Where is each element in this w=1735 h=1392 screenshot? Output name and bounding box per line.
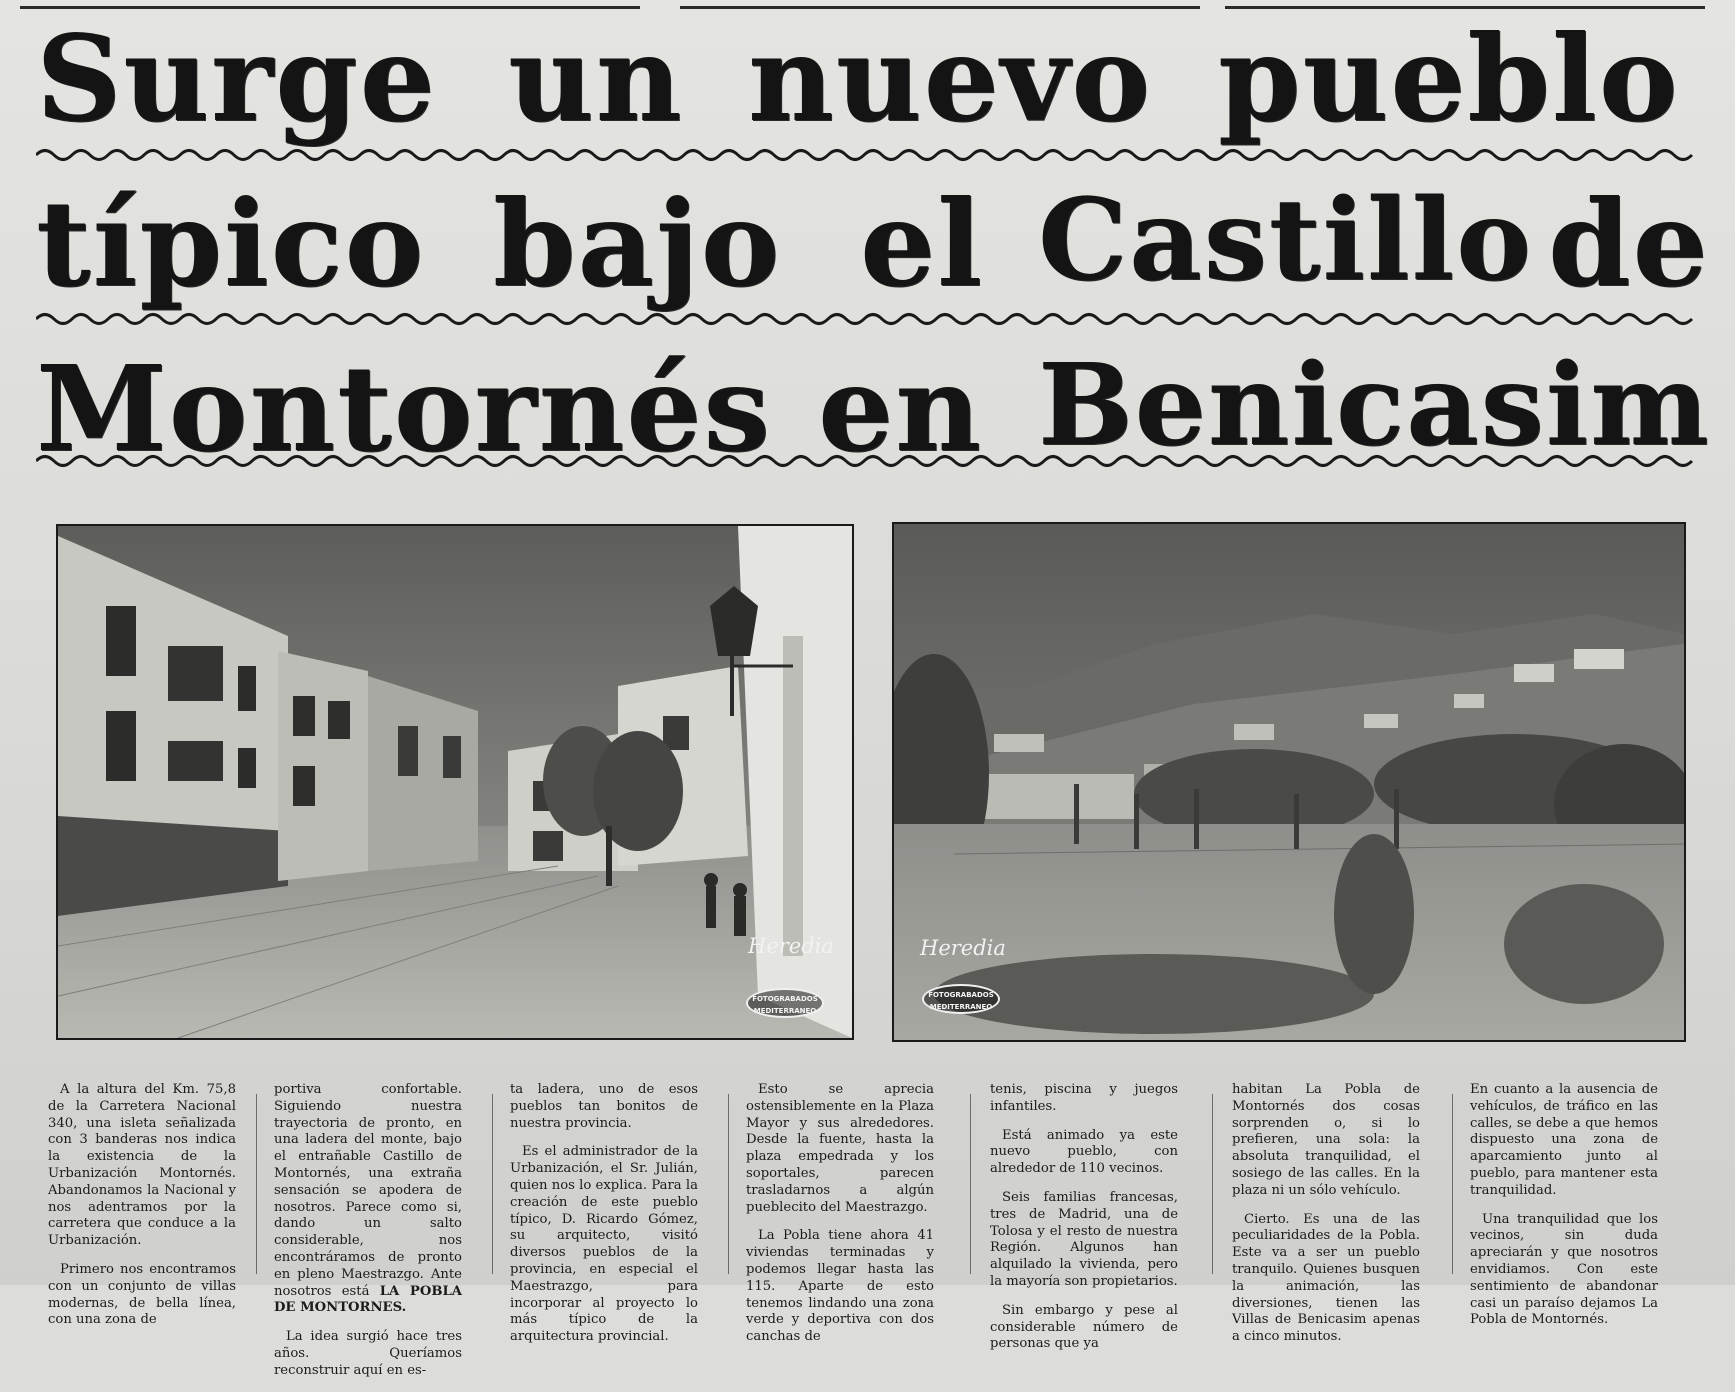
article-paragraph: Sin embargo y pese al considerable número de personas que ya — [990, 1302, 1178, 1352]
article-paragraph: ta ladera, uno de esos pueblos tan bonitos de nuestra provincia. — [510, 1082, 698, 1131]
article-paragraph — [274, 1082, 462, 1317]
headline-word: nuevo — [748, 9, 1152, 148]
headline-word: Benicasim — [1038, 340, 1711, 471]
wavy-divider — [36, 452, 1698, 470]
article-paragraph: Cierto. Es una de las peculiaridades de la Pobla. Este va a ser un pueblo tranquilo. Quienes busquen la animación, las diversiones, tienen las Villas de Benicasim apenas a cinco minutos. — [1232, 1211, 1420, 1345]
column-divider — [256, 1094, 257, 1274]
article-column-7 — [1470, 1082, 1658, 1341]
headline-word: un — [508, 9, 684, 148]
stamp-top-text: FOTOGRABADOS — [752, 995, 818, 1003]
article-paragraph: Primero nos encontramos con un conjunto de villas modernas, de bella línea, con una zona de — [48, 1261, 236, 1328]
article-column-1 — [48, 1082, 236, 1341]
headline-word: de — [1548, 174, 1710, 313]
article-paragraph: Una tranquilidad que los vecinos, sin duda apreciarán y que nosotros envidiamos. Con este sentimiento de abandonar casi un paraíso dejamos La Pobla de Montornés. — [1470, 1211, 1658, 1328]
headline-word: bajo — [493, 174, 782, 313]
article-paragraph: Esto se aprecia ostensiblemente en la Plaza Mayor y sus alrededores. Desde la fuente, hasta la plaza empedrada y los soportales, parecen trasladarnos a algún pueblecito del Maestrazgo. — [746, 1082, 934, 1215]
article-paragraph: Seis familias francesas, tres de Madrid, una de Tolosa y el resto de nuestra Región. Algunos han alquilado la vivienda, pero la mayoría son propietarios. — [990, 1189, 1178, 1289]
stamp-top-text: FOTOGRABADOS — [928, 991, 994, 999]
article-paragraph: La Pobla tiene ahora 41 viviendas terminadas y podemos llegar hasta las 115. Aparte de esto tenemos lindando una zona verde y deportiva con dos canchas de — [746, 1228, 934, 1345]
article-column-4 — [746, 1082, 934, 1358]
article-paragraph: La idea surgió hace tres años. Queríamos reconstruir aquí en es- — [274, 1329, 462, 1378]
town-square-illustration — [58, 526, 852, 1038]
headline-word: en — [818, 339, 983, 478]
stamp-bottom-text: MEDITERRANEO — [753, 1007, 817, 1015]
photo-hillside-village — [892, 522, 1686, 1042]
article-column-6 — [1232, 1082, 1420, 1358]
article-column-5 — [990, 1082, 1178, 1365]
column-divider — [1212, 1094, 1213, 1274]
article-column-2 — [274, 1082, 462, 1392]
wavy-divider — [36, 310, 1698, 328]
column-divider — [1452, 1094, 1453, 1274]
wavy-divider — [36, 146, 1698, 164]
headline-word: pueblo — [1218, 9, 1680, 148]
headline-word: Montornés — [36, 339, 772, 478]
hillside-illustration — [894, 524, 1684, 1040]
article-paragraph: Está animado ya este nuevo pueblo, con alrededor de 110 vecinos. — [990, 1127, 1178, 1177]
article-paragraph: Es el administrador de la Urbanización, el Sr. Julián, quien nos lo explica. Para la creación de este pueblo típico, D. Ricardo Gómez, su arquitecto, visitó diversos pueblos de la provincia, en especial el Maestrazgo, para incorporar al proyecto lo más típico de la arquitectura provincial. — [510, 1144, 698, 1345]
article-column-3 — [510, 1082, 698, 1358]
stamp-bottom-text: MEDITERRANEO — [929, 1003, 993, 1011]
article-paragraph: tenis, piscina y juegos infantiles. — [990, 1082, 1178, 1114]
article-text: portiva confortable. Siguiendo nuestra trayectoria de pronto, en una ladera del monte, bajo el entrañable Castillo de Montornés, una extraña sensación se apodera de nosotros. Parece como si, dando un salto considerable, nos encontráramos de pronto en pleno Maestrazgo. Ante nosotros está — [274, 1082, 462, 1299]
headline-word: Surge — [36, 9, 437, 148]
headline-word: el — [860, 174, 984, 313]
headline-word: típico — [36, 174, 426, 313]
headline-word: Castillo — [1038, 175, 1533, 306]
column-divider — [492, 1094, 493, 1274]
column-divider — [728, 1094, 729, 1274]
photo-credit: Heredia — [920, 936, 1006, 960]
photo-stamp — [746, 988, 824, 1018]
photo-credit: Heredia — [748, 934, 834, 958]
photo-town-square — [56, 524, 854, 1040]
column-divider — [970, 1094, 971, 1274]
photo-stamp — [922, 984, 1000, 1014]
article-bold-name: LA POBLA DE MONTORNES. — [274, 1283, 462, 1316]
article-paragraph: En cuanto a la ausencia de vehículos, de tráfico en las calles, se debe a que hemos dispuesto una zona de aparcamiento junto al pueblo, para mantener esta tranquilidad. — [1470, 1082, 1658, 1198]
article-paragraph: A la altura del Km. 75,8 de la Carretera Nacional 340, una isleta señalizada con 3 banderas nos indica la existencia de la Urbanización Montornés. Abandonamos la Nacional y nos adentramos por la carretera que conduce a la Urbanización. — [48, 1082, 236, 1249]
article-paragraph: habitan La Pobla de Montornés dos cosas sorprenden o, si lo prefieren, una sola: la absoluta tranquilidad, el sosiego de las calles. En la plaza ni un sólo vehículo. — [1232, 1082, 1420, 1198]
